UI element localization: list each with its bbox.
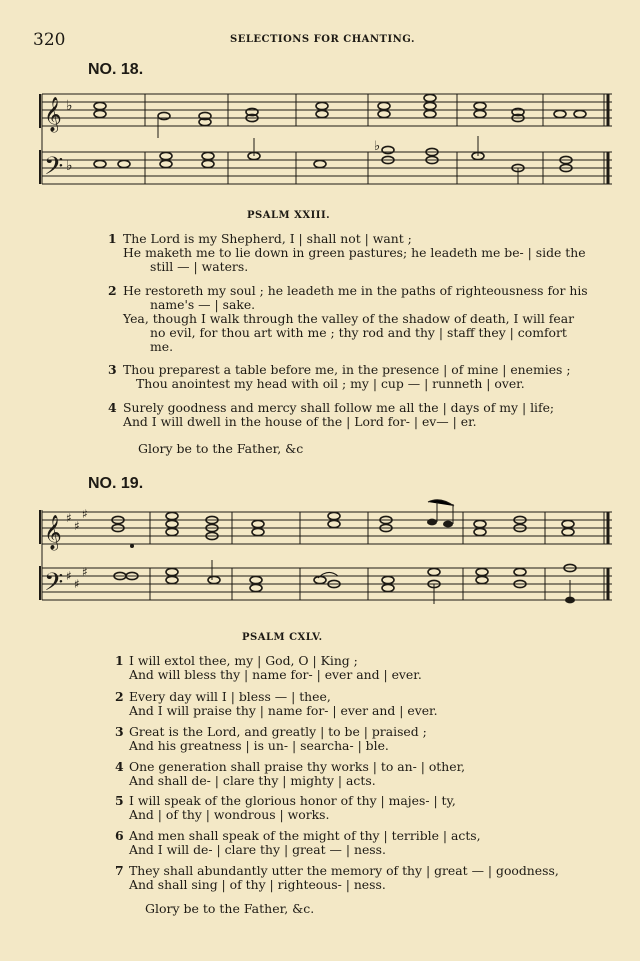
verse-number: 3 (108, 362, 117, 377)
verse-number: 5 (115, 793, 124, 808)
verse-line: Yea, though I walk through the valley of the shadow of death, I will fear (123, 311, 575, 326)
verse-line: Surely goodness and mercy shall follow me all the | days of my | life; (123, 400, 555, 415)
verse-line: I will extol thee, my | God, O | King ; (129, 653, 358, 668)
verse-line: Thou preparest a table before me, in the presence | of mine | enemies ; (123, 362, 571, 377)
verse-number: 7 (115, 863, 124, 878)
verse-line: still — | waters. (150, 259, 249, 274)
verse-line: And men shall speak of the might of thy | terrible | acts, (129, 828, 481, 843)
svg-text:♭: ♭ (374, 139, 381, 154)
svg-text:♯: ♯ (82, 507, 88, 521)
verse-line: Every day will I | bless — | thee, (129, 689, 331, 704)
verse-number: 4 (108, 400, 117, 415)
verse-line: And shall de- | clare thy | mighty | acts. (129, 773, 376, 788)
gloria: Glory be to the Father, &c (138, 441, 304, 456)
svg-text:𝄢: 𝄢 (44, 152, 64, 187)
verse-line: Great is the Lord, and greatly | to be | praised ; (129, 724, 427, 739)
svg-text:♯: ♯ (74, 519, 80, 533)
verse-line: And | of thy | wondrous | works. (129, 807, 330, 822)
verse-line: And will bless thy | name for- | ever and | ever. (129, 667, 422, 682)
svg-text:♯: ♯ (82, 565, 88, 579)
psalm-title: PSALM XXIII. (247, 210, 331, 221)
verse-line: And I will praise thy | name for- | ever and | ever. (129, 703, 438, 718)
verse-line: And shall sing | of thy | righteous- | ness. (129, 877, 386, 892)
verse-line: The Lord is my Shepherd, I | shall not | want ; (123, 231, 412, 246)
verse-line: Thou anointest my head with oil ; my | cup — | runneth | over. (136, 376, 525, 391)
music-score-no-19 (0, 500, 640, 612)
verse-line: And I will dwell in the house of the | Lord for- | ev— | er. (123, 414, 477, 429)
svg-text:♭: ♭ (66, 98, 73, 114)
verse-line: I will speak of the glorious honor of thy | majes- | ty, (129, 793, 456, 808)
verse-line: And his greatness | is un- | searcha- | ble. (129, 738, 389, 753)
svg-text:♯: ♯ (66, 511, 72, 525)
running-head: SELECTIONS FOR CHANTING. (230, 34, 415, 45)
music-score-no-18 (0, 84, 640, 196)
svg-text:𝄞: 𝄞 (44, 515, 62, 550)
verse-line: He restoreth my soul ; he leadeth me in the paths of righteousness for his (123, 283, 588, 298)
verse-number: 1 (115, 653, 124, 668)
svg-text:♭: ♭ (66, 158, 73, 174)
verse-line: name's — | sake. (150, 297, 256, 312)
psalm-title: PSALM CXLV. (242, 632, 323, 643)
hymn-number: NO. 19. (88, 475, 144, 492)
verse-line: They shall abundantly utter the memory of thy | great — | goodness, (129, 863, 559, 878)
svg-text:𝄞: 𝄞 (44, 97, 62, 132)
verse-number: 1 (108, 231, 117, 246)
verse-number: 3 (115, 724, 124, 739)
verse-line: no evil, for thou art with me ; thy rod and thy | staff they | comfort (150, 325, 567, 340)
hymn-number: NO. 18. (88, 61, 144, 78)
verse-line: me. (150, 339, 174, 354)
verse-number: 2 (115, 689, 124, 704)
verse-number: 6 (115, 828, 124, 843)
page-number: 320 (33, 30, 66, 50)
verse-line: And I will de- | clare thy | great — | ness. (129, 842, 386, 857)
verse-number: 4 (115, 759, 124, 774)
svg-text:𝄢: 𝄢 (44, 568, 64, 603)
verse-line: One generation shall praise thy works | to an- | other, (129, 759, 466, 774)
gloria: Glory be to the Father, &c. (145, 901, 315, 916)
svg-text:♯: ♯ (66, 569, 72, 583)
verse-number: 2 (108, 283, 117, 298)
svg-text:♯: ♯ (74, 577, 80, 591)
verse-line: He maketh me to lie down in green pastures; he leadeth me be- | side the (123, 245, 586, 260)
